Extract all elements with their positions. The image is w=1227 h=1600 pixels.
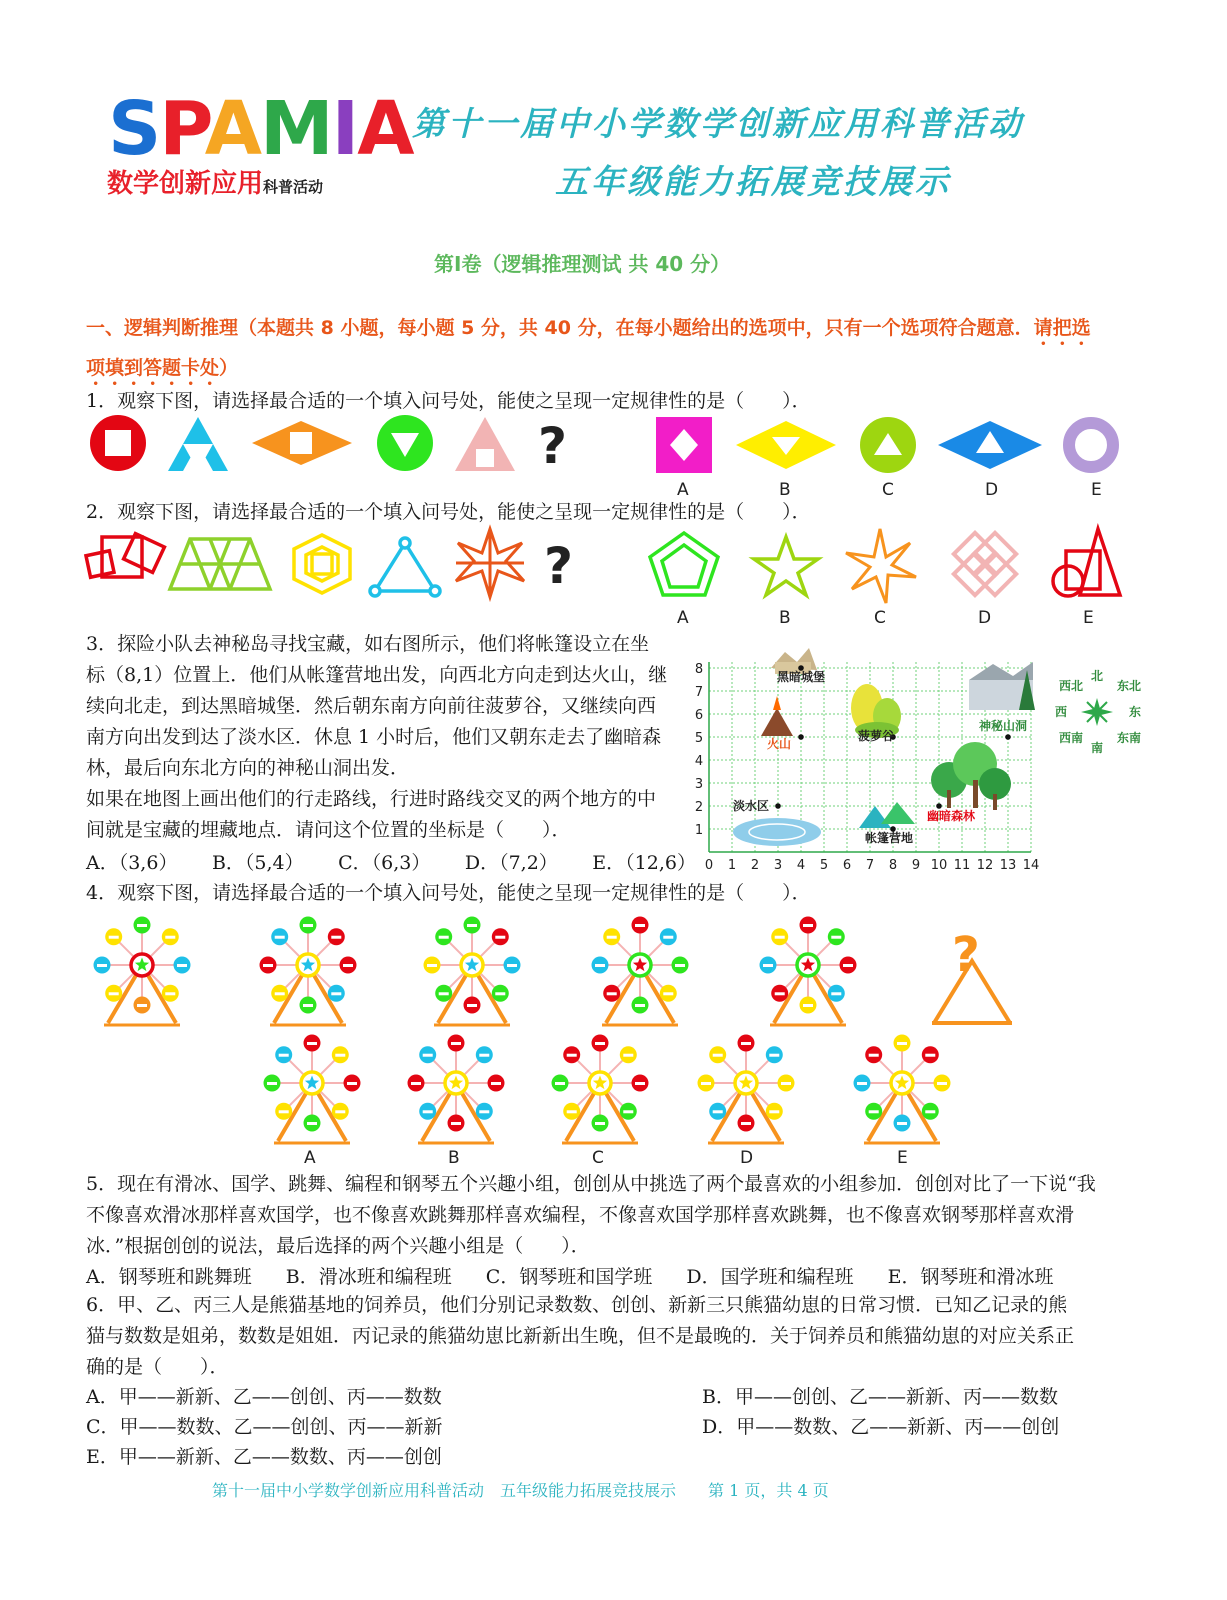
seat-window [857, 1082, 867, 1085]
seat-window [635, 1004, 645, 1007]
q3-option-b[interactable]: B．（5,4） [211, 852, 304, 874]
page-title-line1: 第十一届中小学数学创新应用科普活动 [412, 104, 1024, 143]
seat-window [831, 992, 841, 995]
seat-window [763, 964, 773, 967]
seat-window [897, 1042, 907, 1045]
logo-subtitle: 数学创新应用科普活动 [107, 169, 324, 199]
label-lake: 淡水区 [733, 799, 770, 813]
q5-option-a[interactable]: A．钢琴班和跳舞班 [86, 1266, 252, 1288]
seat-window [701, 1082, 711, 1085]
seat-window [831, 936, 841, 939]
x-tick-label: 13 [999, 858, 1017, 873]
seat-window [623, 1054, 633, 1057]
seat-window [595, 1042, 605, 1045]
seat-window [495, 936, 505, 939]
ferris-wheel [552, 1035, 649, 1144]
page-title-line2: 五年级能力拓展竞技展示 [555, 162, 951, 201]
seat-window [897, 1122, 907, 1125]
q4-option-d: D [740, 1148, 754, 1168]
ferris-wheel [698, 1035, 795, 1144]
q1-fig-2 [168, 417, 228, 471]
seat-window [423, 1054, 433, 1057]
seat-window [675, 964, 685, 967]
compass-sw: 西南 [1059, 731, 1084, 745]
seat-window [97, 964, 107, 967]
seat-window [279, 1110, 289, 1113]
compass-e: 东 [1129, 705, 1142, 719]
seat-window [775, 936, 785, 939]
ferris-wheels [94, 917, 951, 1144]
ferris-wheel [760, 917, 857, 1026]
seat-window [567, 1110, 577, 1113]
question-3-text [86, 629, 696, 846]
q6-option-b[interactable]: B．甲——创创、乙——新新、丙——数数 [702, 1386, 1058, 1408]
q6-option-d[interactable]: D．甲——数数、乙——新新、丙——创创 [702, 1416, 1060, 1438]
compass-w: 西 [1055, 705, 1068, 719]
x-tick-label: 1 [727, 858, 737, 873]
q6-option-c[interactable]: C．甲——数数、乙——创创、丙——新新 [86, 1416, 443, 1438]
lake-icon [733, 818, 821, 846]
compass-ne: 东北 [1117, 679, 1142, 693]
seat-window [467, 1004, 477, 1007]
question-6-text [86, 1290, 1146, 1383]
label-cave: 神秘山洞 [979, 719, 1028, 733]
seat-window [925, 1054, 935, 1057]
label-castle: 黑暗城堡 [777, 670, 826, 684]
seat-window [925, 1110, 935, 1113]
q3-line: 林，最后向东北方向的神秘山洞出发． [86, 757, 410, 779]
seat-window [411, 1082, 421, 1085]
q2-option-b-figure[interactable] [754, 537, 818, 595]
q4-option-e: E [897, 1148, 908, 1168]
ferris-wheel [854, 1035, 951, 1144]
seat-window [595, 1122, 605, 1125]
seat-window [775, 992, 785, 995]
q4-option-c: C [592, 1148, 604, 1168]
section-heading: 一、逻辑判断推理（本题共 8 小题，每小题 5 分，共 40 分，在每小题给出的选项中，只有一个选项符合题意．请把选 项填到答题卡处） [86, 317, 1091, 379]
seat-window [479, 1054, 489, 1057]
seat-window [109, 992, 119, 995]
q2-option-d: D [978, 608, 992, 628]
ferris-wheel [408, 1035, 505, 1144]
q5-line: 5．现在有滑冰、国学、跳舞、编程和钢琴五个兴趣小组，创创从中挑选了两个最喜欢的小组参加．创创对比了一下说“我 [86, 1173, 1096, 1195]
seat-window [331, 992, 341, 995]
seat-window [713, 1110, 723, 1113]
seat-window [451, 1122, 461, 1125]
x-tick-label: 11 [953, 858, 971, 873]
q2-option-d-figure[interactable] [954, 533, 1016, 595]
q2-fig-1 [86, 534, 164, 578]
seat-window [275, 936, 285, 939]
compass [1055, 669, 1141, 755]
x-tick-label: 2 [750, 858, 760, 873]
q5-line: 冰．”根据创创的说法，最后选择的两个兴趣小组是（ ）． [86, 1235, 590, 1257]
q3-option-d[interactable]: D．（7,2） [464, 852, 558, 874]
label-pineapple: 菠萝谷 [858, 729, 895, 743]
q1-option-a: A [677, 480, 689, 500]
seat-window [343, 964, 353, 967]
q6-line: 6．甲、乙、丙三人是熊猫基地的饲养员，他们分别记录数数、创创、新新三只熊猫幼崽的日常习惯．已知乙记录的熊 [86, 1294, 1068, 1316]
question-5-options [86, 1262, 1086, 1293]
q2-option-a: A [677, 608, 689, 628]
volcano-icon [761, 696, 793, 736]
x-tick-label: 8 [888, 858, 898, 873]
q2-fig-5 [456, 529, 524, 597]
q1-option-e-figure[interactable] [1069, 423, 1113, 467]
seat-window [781, 1082, 791, 1085]
q3-option-e[interactable]: E．（12,6） [592, 852, 696, 874]
seat-window [331, 936, 341, 939]
question-2-figures [80, 523, 1160, 633]
q4-option-a: A [304, 1148, 316, 1168]
seat-window [769, 1054, 779, 1057]
question-2-stem: 2．观察下图，请选择最合适的一个填入问号处，能使之呈现一定规律性的是（ ）． [86, 501, 811, 523]
x-tick-label: 14 [1022, 858, 1040, 873]
q2-fig-3 [294, 535, 350, 593]
q5-line: 不像喜欢滑冰那样喜欢国学，也不像喜欢跳舞那样喜欢编程，不像喜欢国学那样喜欢跳舞，也不像喜欢钢琴那样喜欢滑 [86, 1204, 1075, 1226]
q1-option-e: E [1091, 480, 1102, 500]
seat-window [663, 992, 673, 995]
q6-option-a[interactable]: A．甲——新新、乙——创创、丙——数数 [86, 1386, 442, 1408]
seat-window [427, 964, 437, 967]
seat-window [423, 1110, 433, 1113]
ferris-wheel [94, 917, 191, 1026]
seat-window [467, 924, 477, 927]
seat-window [803, 1004, 813, 1007]
seat-window [479, 1110, 489, 1113]
seat-window [165, 992, 175, 995]
seat-window [635, 1082, 645, 1085]
seat-window [275, 992, 285, 995]
x-tick-label: 0 [704, 858, 714, 873]
q2-question-mark: ? [544, 537, 574, 595]
q1-option-b: B [779, 480, 791, 500]
q2-option-e-figure[interactable] [1053, 529, 1120, 596]
seat-window [495, 992, 505, 995]
seat-window [335, 1110, 345, 1113]
map-point [936, 803, 942, 809]
y-tick-label: 1 [694, 823, 704, 838]
question-4-figures [80, 905, 1140, 1170]
q2-option-c: C [874, 608, 886, 628]
x-tick-label: 3 [773, 858, 783, 873]
seat-window [741, 1122, 751, 1125]
seat-window [303, 924, 313, 927]
map-point [798, 734, 804, 740]
q3-line: 如果在地图上画出他们的行走路线，行进时路线交叉的两个地方的中 [86, 788, 657, 810]
x-tick-label: 7 [865, 858, 875, 873]
seat-window [279, 1054, 289, 1057]
q1-fig-4 [377, 415, 433, 471]
ferris-wheel [264, 1035, 361, 1144]
seat-window [347, 1082, 357, 1085]
y-tick-label: 3 [694, 777, 704, 792]
question-4-stem: 4．观察下图，请选择最合适的一个填入问号处，能使之呈现一定规律性的是（ ）． [86, 882, 811, 904]
y-tick-label: 8 [694, 662, 704, 677]
seat-window [451, 1042, 461, 1045]
cave-icon [969, 662, 1035, 710]
q1-fig-1 [90, 415, 146, 471]
label-forest: 幽暗森林 [927, 809, 976, 823]
seat-window [177, 964, 187, 967]
seat-window [803, 924, 813, 927]
x-tick-label: 5 [819, 858, 829, 873]
q1-option-d: D [985, 480, 999, 500]
compass-n: 北 [1091, 669, 1104, 683]
q3-option-c[interactable]: C．（6,3） [338, 852, 431, 874]
q6-line: 猫与数数是姐弟，数数是姐姐．丙记录的熊猫幼崽比新新出生晚，但不是最晚的．关于饲养员和熊猫幼崽的对应关系正 [86, 1325, 1075, 1347]
seat-window [663, 936, 673, 939]
ferris-wheel [260, 917, 357, 1026]
seat-window [439, 992, 449, 995]
seat-window [303, 1004, 313, 1007]
q3-option-a[interactable]: A．（3,6） [86, 852, 178, 874]
q2-option-b: B [779, 608, 791, 628]
y-tick-label: 5 [694, 731, 704, 746]
q1-option-d-figure[interactable] [938, 421, 1042, 469]
seat-window [635, 924, 645, 927]
seat-window [137, 924, 147, 927]
forest-icon [931, 742, 1011, 810]
q1-option-c-figure[interactable] [860, 417, 916, 473]
seat-window [607, 992, 617, 995]
seat-window [555, 1082, 565, 1085]
question-1-stem: 1．观察下图，请选择最合适的一个填入问号处，能使之呈现一定规律性的是（ ）． [86, 390, 811, 412]
q1-fig-5 [455, 417, 515, 471]
seat-window [109, 936, 119, 939]
map-point [1005, 734, 1011, 740]
q6-option-e[interactable]: E．甲——新新、乙——数数、丙——创创 [86, 1446, 442, 1468]
seat-window [741, 1042, 751, 1045]
seat-window [263, 964, 273, 967]
logo: SPAMIA [108, 86, 413, 172]
y-tick-label: 6 [694, 708, 704, 723]
label-camp: 帐篷营地 [865, 831, 914, 845]
seat-window [769, 1110, 779, 1113]
q5-option-c[interactable]: C．钢琴班和国学班 [485, 1266, 653, 1288]
x-tick-label: 4 [796, 858, 806, 873]
seat-window [335, 1054, 345, 1057]
q5-option-d[interactable]: D．国学班和编程班 [686, 1266, 854, 1288]
seat-window [165, 936, 175, 939]
q4-option-b: B [448, 1148, 460, 1168]
q1-option-a-figure[interactable] [656, 417, 712, 473]
seat-window [595, 964, 605, 967]
page-footer: 第十一届中小学数学创新应用科普活动 五年级能力拓展竞技展示 第 1 页，共 4 页 [212, 1481, 829, 1500]
x-tick-label: 12 [976, 858, 994, 873]
compass-s: 南 [1091, 741, 1104, 755]
y-tick-label: 2 [694, 800, 704, 815]
seat-window [937, 1082, 947, 1085]
question-1-figures [80, 415, 1160, 505]
seat-window [137, 1004, 147, 1007]
ferris-wheel [424, 917, 521, 1026]
x-tick-label: 6 [842, 858, 852, 873]
q6-line: 确的是（ ）． [86, 1356, 229, 1378]
q2-option-c-figure[interactable] [846, 529, 916, 603]
compass-nw: 西北 [1059, 679, 1084, 693]
seat-window [713, 1054, 723, 1057]
seat-window [307, 1122, 317, 1125]
q4-question-mark: ? [952, 927, 980, 983]
seat-window [869, 1110, 879, 1113]
map-point [775, 803, 781, 809]
seat-window [267, 1082, 277, 1085]
seat-window [439, 936, 449, 939]
q1-question-mark: ? [538, 417, 568, 475]
treasure-map [693, 640, 1163, 880]
question-5-text [86, 1169, 1146, 1262]
q2-option-a-figure[interactable] [650, 533, 718, 595]
seat-window [623, 1110, 633, 1113]
x-tick-label: 10 [930, 858, 948, 873]
label-volcano: 火山 [767, 737, 792, 751]
compass-se: 东南 [1117, 731, 1142, 745]
question-3-options [86, 848, 696, 879]
x-tick-label: 9 [911, 858, 921, 873]
q3-line: 标（8,1）位置上．他们从帐篷营地出发，向西北方向走到达火山，继 [86, 664, 668, 686]
seat-window [491, 1082, 501, 1085]
q5-option-e[interactable]: E．钢琴班和滑冰班 [887, 1266, 1054, 1288]
ferris-wheel [592, 917, 689, 1026]
q1-option-c: C [882, 480, 894, 500]
part-title: 第Ⅰ卷（逻辑推理测试 共 40 分） [434, 252, 731, 276]
seat-window [567, 1054, 577, 1057]
seat-window [307, 1042, 317, 1045]
q2-fig-2 [170, 539, 270, 589]
seat-window [869, 1054, 879, 1057]
q5-option-b[interactable]: B．滑冰班和编程班 [285, 1266, 452, 1288]
q1-option-b-figure[interactable] [736, 421, 836, 469]
q1-fig-3 [250, 418, 352, 465]
y-tick-label: 4 [694, 754, 704, 769]
seat-window [507, 964, 517, 967]
q3-line: 南方向出发到达了淡水区．休息 1 小时后，他们又朝东走去了幽暗森 [86, 726, 662, 748]
q2-option-e: E [1083, 608, 1094, 628]
q3-line: 3．探险小队去神秘岛寻找宝藏，如右图所示，他们将帐篷设立在坐 [86, 633, 650, 655]
q3-line: 间就是宝藏的埋藏地点．请问这个位置的坐标是（ ）． [86, 819, 571, 841]
seat-window [607, 936, 617, 939]
y-tick-label: 7 [694, 685, 704, 700]
q3-line: 续向北走，到达黑暗城堡．然后朝东南方向前往菠萝谷，又继续向西 [86, 695, 657, 717]
seat-window [843, 964, 853, 967]
q2-fig-4 [370, 538, 440, 596]
